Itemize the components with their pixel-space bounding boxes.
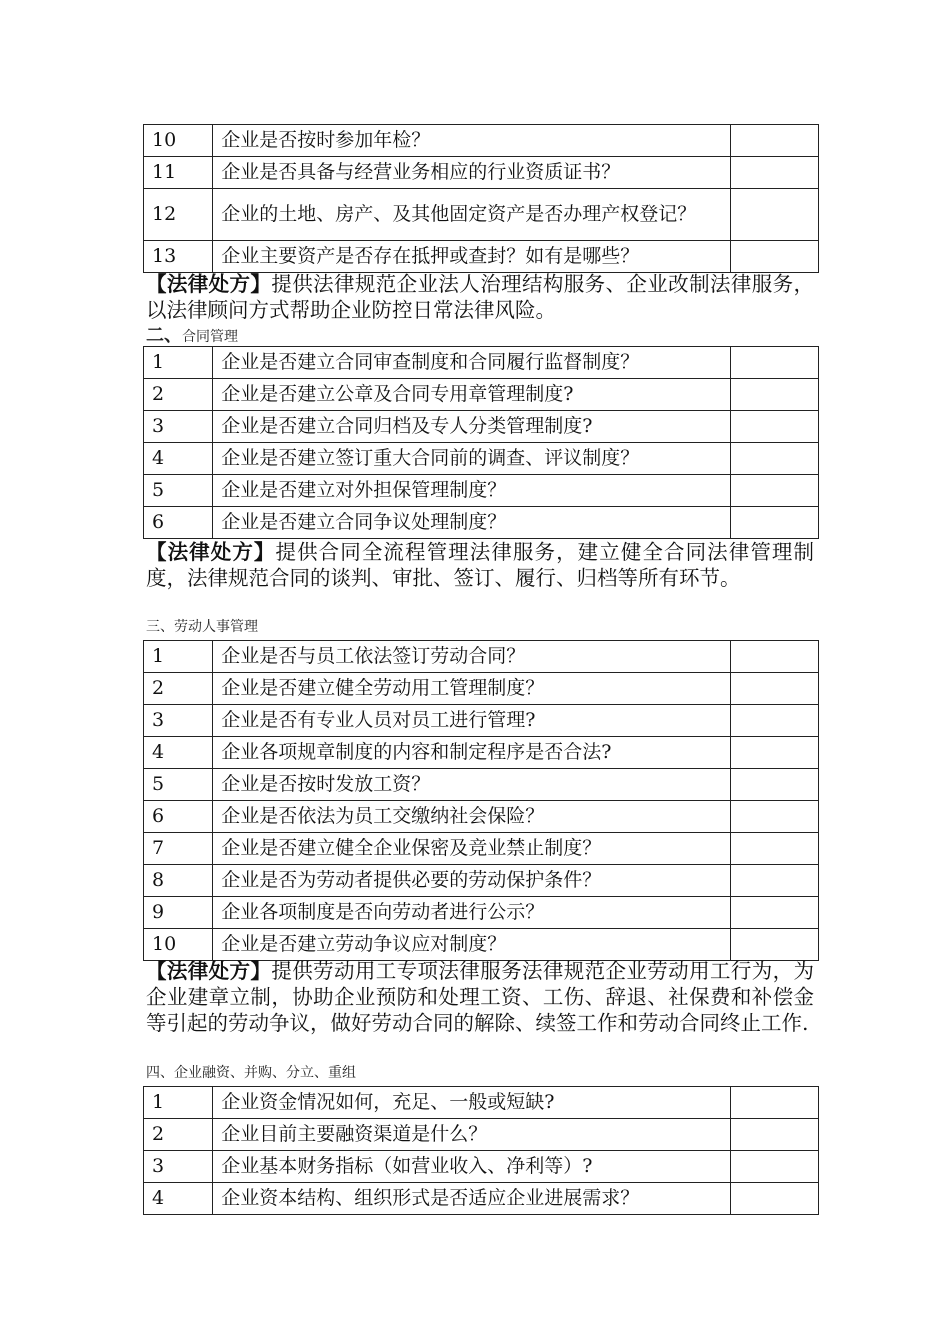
row-number: 10	[144, 929, 213, 961]
row-question: 企业主要资产是否存在抵押或查封？如有是哪些？	[213, 241, 731, 273]
row-question: 企业是否建立健全劳动用工管理制度？	[213, 673, 731, 705]
row-number: 1	[144, 1087, 213, 1119]
row-number: 3	[144, 1151, 213, 1183]
section-heading-financing: 四、企业融资、并购、分立、重组	[146, 1065, 356, 1081]
prescription-text: 提供劳动用工专项法律服务法律规范企业劳动用工行为，为企业建章立制，协助企业预防和处理工资、工伤、辞退、社保费和补偿金等引起的劳动争议，做好劳动合同的解除、续签工作和劳动合同终止工作.	[146, 959, 815, 1035]
row-number: 2	[144, 1119, 213, 1151]
row-question: 企业是否建立公章及合同专用章管理制度?	[213, 379, 731, 411]
row-number: 3	[144, 411, 213, 443]
row-number: 12	[144, 189, 213, 241]
row-question: 企业资金情况如何，充足、一般或短缺?	[213, 1087, 731, 1119]
table-row	[144, 347, 819, 379]
row-answer-cell[interactable]	[730, 1183, 818, 1215]
table-row	[144, 1151, 819, 1183]
table-row	[144, 897, 819, 929]
row-number: 13	[144, 241, 213, 273]
row-answer-cell[interactable]	[730, 705, 818, 737]
row-question: 企业是否有专业人员对员工进行管理?	[213, 705, 731, 737]
row-number: 6	[144, 801, 213, 833]
row-number: 4	[144, 1183, 213, 1215]
table-row	[144, 241, 819, 273]
section-heading-contracts	[146, 327, 238, 346]
row-question: 企业是否建立合同审查制度和合同履行监督制度？	[213, 347, 731, 379]
table-row	[144, 641, 819, 673]
checklist-table-company-status	[143, 124, 819, 273]
checklist-table-labor	[143, 640, 819, 961]
table-row	[144, 507, 819, 539]
row-question: 企业是否按时发放工资？	[213, 769, 731, 801]
row-answer-cell[interactable]	[730, 801, 818, 833]
row-answer-cell[interactable]	[730, 125, 818, 157]
table-row	[144, 705, 819, 737]
row-answer-cell[interactable]	[730, 475, 818, 507]
table-row	[144, 189, 819, 241]
row-number: 10	[144, 125, 213, 157]
prescription-text: 提供法律规范企业法人治理结构服务、企业改制法律服务，以法律顾问方式帮助企业防控日常法律风险。	[146, 272, 815, 322]
prescription-tag: 【法律处方】	[146, 272, 272, 296]
table-row	[144, 157, 819, 189]
prescription-tag: 【法律处方】	[146, 540, 276, 564]
row-answer-cell[interactable]	[730, 411, 818, 443]
row-question: 企业是否按时参加年检？	[213, 125, 731, 157]
row-number: 11	[144, 157, 213, 189]
table-row	[144, 673, 819, 705]
legal-prescription-1	[146, 271, 814, 323]
row-answer-cell[interactable]	[730, 507, 818, 539]
row-question: 企业各项制度是否向劳动者进行公示？	[213, 897, 731, 929]
checklist-table-financing	[143, 1086, 819, 1215]
row-answer-cell[interactable]	[730, 641, 818, 673]
row-number: 2	[144, 673, 213, 705]
row-answer-cell[interactable]	[730, 347, 818, 379]
row-number: 1	[144, 641, 213, 673]
table-row	[144, 801, 819, 833]
row-number: 9	[144, 897, 213, 929]
row-answer-cell[interactable]	[730, 673, 818, 705]
row-question: 企业是否为劳动者提供必要的劳动保护条件？	[213, 865, 731, 897]
row-number: 7	[144, 833, 213, 865]
prescription-text: 提供合同全流程管理法律服务，建立健全合同法律管理制度，法律规范合同的谈判、审批、签订、履行、归档等所有环节。	[146, 540, 814, 590]
row-answer-cell[interactable]	[730, 929, 818, 961]
row-answer-cell[interactable]	[730, 443, 818, 475]
checklist-table-contracts	[143, 346, 819, 539]
legal-prescription-3	[146, 958, 814, 1036]
row-number: 2	[144, 379, 213, 411]
row-answer-cell[interactable]	[730, 769, 818, 801]
row-question: 企业基本财务指标（如营业收入、净利等）?	[213, 1151, 731, 1183]
row-question: 企业是否建立健全企业保密及竞业禁止制度？	[213, 833, 731, 865]
row-question: 企业各项规章制度的内容和制定程序是否合法?	[213, 737, 731, 769]
row-answer-cell[interactable]	[730, 1087, 818, 1119]
table-row	[144, 443, 819, 475]
row-number: 5	[144, 475, 213, 507]
row-question: 企业资本结构、组织形式是否适应企业进展需求？	[213, 1183, 731, 1215]
section-title: 合同管理	[182, 329, 238, 345]
row-answer-cell[interactable]	[730, 865, 818, 897]
table-row	[144, 411, 819, 443]
table-row	[144, 379, 819, 411]
row-answer-cell[interactable]	[730, 737, 818, 769]
table-row	[144, 769, 819, 801]
table-row	[144, 929, 819, 961]
table-row	[144, 865, 819, 897]
row-number: 3	[144, 705, 213, 737]
table-row	[144, 125, 819, 157]
row-answer-cell[interactable]	[730, 897, 818, 929]
table-row	[144, 1087, 819, 1119]
row-number: 4	[144, 737, 213, 769]
row-question: 企业是否建立合同争议处理制度？	[213, 507, 731, 539]
row-question: 企业是否建立签订重大合同前的调查、评议制度？	[213, 443, 731, 475]
row-question: 企业目前主要融资渠道是什么？	[213, 1119, 731, 1151]
row-answer-cell[interactable]	[730, 157, 818, 189]
table-row	[144, 737, 819, 769]
row-number: 8	[144, 865, 213, 897]
row-number: 5	[144, 769, 213, 801]
row-number: 6	[144, 507, 213, 539]
table-row	[144, 475, 819, 507]
row-answer-cell[interactable]	[730, 379, 818, 411]
row-question: 企业是否建立劳动争议应对制度？	[213, 929, 731, 961]
row-question: 企业是否具备与经营业务相应的行业资质证书？	[213, 157, 731, 189]
table-row	[144, 833, 819, 865]
row-number: 1	[144, 347, 213, 379]
row-answer-cell[interactable]	[730, 1151, 818, 1183]
row-question: 企业是否与员工依法签订劳动合同？	[213, 641, 731, 673]
row-answer-cell[interactable]	[730, 189, 818, 241]
row-answer-cell[interactable]	[730, 241, 818, 273]
row-question: 企业是否建立合同归档及专人分类管理制度?	[213, 411, 731, 443]
legal-prescription-2	[146, 539, 814, 591]
row-answer-cell[interactable]	[730, 833, 818, 865]
prescription-tag: 【法律处方】	[146, 959, 272, 983]
row-number: 4	[144, 443, 213, 475]
section-number: 二、	[146, 325, 182, 346]
row-answer-cell[interactable]	[730, 1119, 818, 1151]
table-row	[144, 1183, 819, 1215]
row-question: 企业是否建立对外担保管理制度？	[213, 475, 731, 507]
section-heading-labor: 三、劳动人事管理	[146, 619, 258, 635]
row-question: 企业是否依法为员工交缴纳社会保险？	[213, 801, 731, 833]
table-row	[144, 1119, 819, 1151]
row-question: 企业的土地、房产、及其他固定资产是否办理产权登记？	[213, 189, 731, 241]
